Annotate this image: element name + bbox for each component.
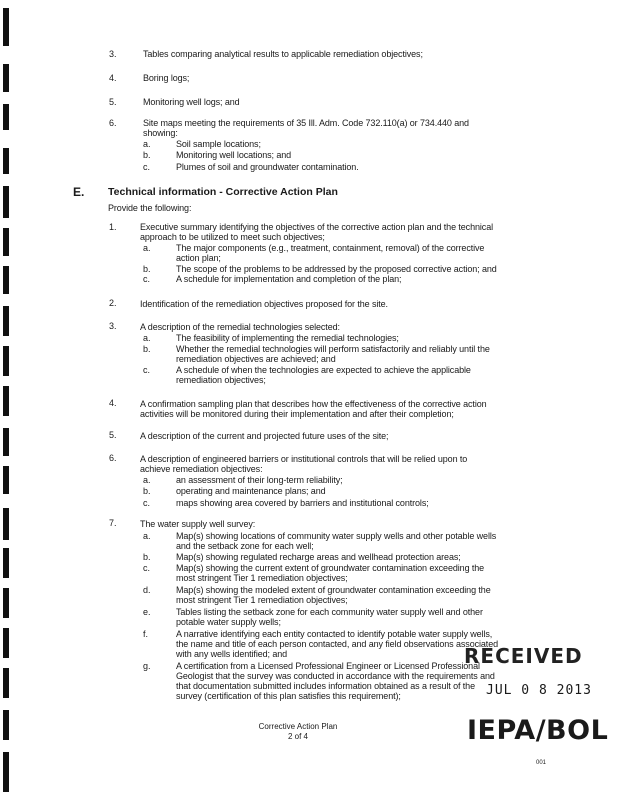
scan-bar: [3, 266, 9, 294]
sub-letter: c.: [143, 365, 151, 375]
sub-letter: d.: [143, 585, 151, 595]
scan-bar: [3, 64, 9, 92]
sub-letter: e.: [143, 607, 151, 617]
item-number: 6.: [109, 453, 117, 463]
item-text: Identification of the remediation objectives proposed for the site.: [140, 299, 388, 309]
sub-text: Monitoring well locations; and: [176, 150, 292, 160]
item-number: 5.: [109, 430, 117, 440]
sub-letter: a.: [143, 531, 151, 541]
sub-text: A narrative identifying each entity contacted to identify potable water supply wells,: [176, 629, 493, 639]
sub-letter: c.: [143, 274, 151, 284]
sub-letter: b.: [143, 344, 151, 354]
item-text: Site maps meeting the requirements of 35 Ill. Adm. Code 732.110(a) or 734.440 and: [143, 118, 469, 128]
sub-letter: c.: [143, 162, 151, 172]
sub-letter: c.: [143, 498, 151, 508]
scan-bar: [3, 228, 9, 256]
sub-text: A schedule of when the technologies are expected to achieve the applicable: [176, 365, 471, 375]
sub-text: potable water supply wells;: [176, 617, 281, 627]
sub-text: survey (certification of this plan satisfies this requirement);: [176, 691, 401, 701]
sub-text: operating and maintenance plans; and: [176, 486, 326, 496]
item-text: A description of the current and projected future uses of the site;: [140, 431, 389, 441]
scan-bar: [3, 8, 9, 46]
sub-text: The scope of the problems to be addressed by the proposed corrective action; and: [176, 264, 497, 274]
item-text: showing:: [143, 128, 178, 138]
received-stamp: RECEIVED: [464, 644, 583, 668]
stamp-date: JUL 0 8 2013: [486, 683, 592, 698]
item-number: 4.: [109, 398, 117, 408]
item-text: Monitoring well logs; and: [143, 97, 240, 107]
sub-text: most stringent Tier 1 remediation objectives;: [176, 573, 348, 583]
sub-text: Plumes of soil and groundwater contamination.: [176, 162, 359, 172]
sub-text: and the setback zone for each well;: [176, 541, 314, 551]
sub-letter: a.: [143, 333, 151, 343]
scan-bar: [3, 104, 9, 130]
sub-text: Map(s) showing locations of community water supply wells and other potable wells: [176, 531, 497, 541]
scan-bar: [3, 628, 9, 658]
scan-bar: [3, 710, 9, 740]
item-number: 1.: [109, 222, 117, 232]
item-text: A description of engineered barriers or institutional controls that will be relied upon to: [140, 454, 468, 464]
sub-text: Tables listing the setback zone for each community water supply well and other: [176, 607, 483, 617]
sub-letter: a.: [143, 475, 151, 485]
item-number: 2.: [109, 298, 117, 308]
item-text: Tables comparing analytical results to applicable remediation objectives;: [143, 49, 423, 59]
sub-text: most stringent Tier 1 remediation objectives;: [176, 595, 348, 605]
item-text: approach to be utilized to meet such objectives;: [140, 232, 325, 242]
sub-text: The feasibility of implementing the remedial technologies;: [176, 333, 399, 343]
scan-bar: [3, 148, 9, 174]
item-number: 5.: [109, 97, 117, 107]
sub-text: A certification from a Licensed Professional Engineer or Licensed Professional: [176, 661, 480, 671]
scan-bar: [3, 386, 9, 416]
sub-text: remediation objectives are achieved; and: [176, 354, 336, 364]
sub-text: Geologist that the survey was conducted in accordance with the requirements and: [176, 671, 495, 681]
sub-text: maps showing area covered by barriers and institutional controls;: [176, 498, 429, 508]
scan-bar: [3, 186, 9, 218]
section-letter: E.: [73, 185, 85, 199]
footer-page-number: 2 of 4: [287, 732, 308, 741]
sub-text: Whether the remedial technologies will perform satisfactorily and reliably until the: [176, 344, 490, 354]
sub-text: Map(s) showing the current extent of groundwater contamination exceeding the: [176, 563, 485, 573]
item-number: 4.: [109, 73, 117, 83]
item-text: achieve remediation objectives:: [140, 464, 263, 474]
section-title: Technical information - Corrective Action Plan: [108, 186, 338, 198]
item-text: Boring logs;: [143, 73, 190, 83]
sub-text: Map(s) showing regulated recharge areas and wellhead protection areas;: [176, 552, 461, 562]
item-text: A description of the remedial technologies selected:: [140, 322, 340, 332]
sub-text: Soil sample locations;: [176, 139, 261, 149]
scan-bar: [3, 306, 9, 336]
scan-bar: [3, 752, 9, 792]
section-intro: Provide the following:: [108, 203, 192, 213]
scan-bar: [3, 668, 9, 698]
page-mark: 001: [536, 760, 547, 766]
scan-bar: [3, 428, 9, 456]
item-text: The water supply well survey:: [140, 519, 256, 529]
stamp-org: IEPA/BOL: [467, 715, 609, 746]
scan-bar: [3, 508, 9, 540]
sub-text: the name and title of each person contacted, and any field observations associated: [176, 639, 499, 649]
footer-title: Corrective Action Plan: [258, 722, 338, 731]
sub-text: remediation objectives;: [176, 375, 266, 385]
sub-text: Map(s) showing the modeled extent of groundwater contamination exceeding the: [176, 585, 491, 595]
sub-letter: a.: [143, 243, 151, 253]
item-number: 7.: [109, 518, 117, 528]
item-number: 3.: [109, 321, 117, 331]
item-number: 6.: [109, 118, 117, 128]
scan-bar: [3, 466, 9, 494]
sub-text: The major components (e.g., treatment, containment, removal) of the corrective: [176, 243, 485, 253]
sub-text: with any wells identified; and: [176, 649, 288, 659]
scan-bar: [3, 346, 9, 376]
item-text: activities will be monitored during their implementation and after their completion;: [140, 409, 454, 419]
sub-text: action plan;: [176, 253, 221, 263]
sub-letter: b.: [143, 150, 151, 160]
sub-letter: c.: [143, 563, 151, 573]
sub-text: A schedule for implementation and completion of the plan;: [176, 274, 402, 284]
scan-bar: [3, 548, 9, 578]
sub-letter: f.: [143, 629, 149, 639]
scan-bar: [3, 588, 9, 618]
sub-letter: b.: [143, 264, 151, 274]
sub-text: that documentation submitted includes information obtained as a result of the: [176, 681, 475, 691]
sub-letter: b.: [143, 552, 151, 562]
sub-letter: a.: [143, 139, 151, 149]
item-text: A confirmation sampling plan that describes how the effectiveness of the corrective action: [140, 399, 487, 409]
item-text: Executive summary identifying the objectives of the corrective action plan and the technical: [140, 222, 493, 232]
item-number: 3.: [109, 49, 117, 59]
sub-letter: b.: [143, 486, 151, 496]
sub-text: an assessment of their long-term reliability;: [176, 475, 343, 485]
sub-letter: g.: [143, 661, 151, 671]
